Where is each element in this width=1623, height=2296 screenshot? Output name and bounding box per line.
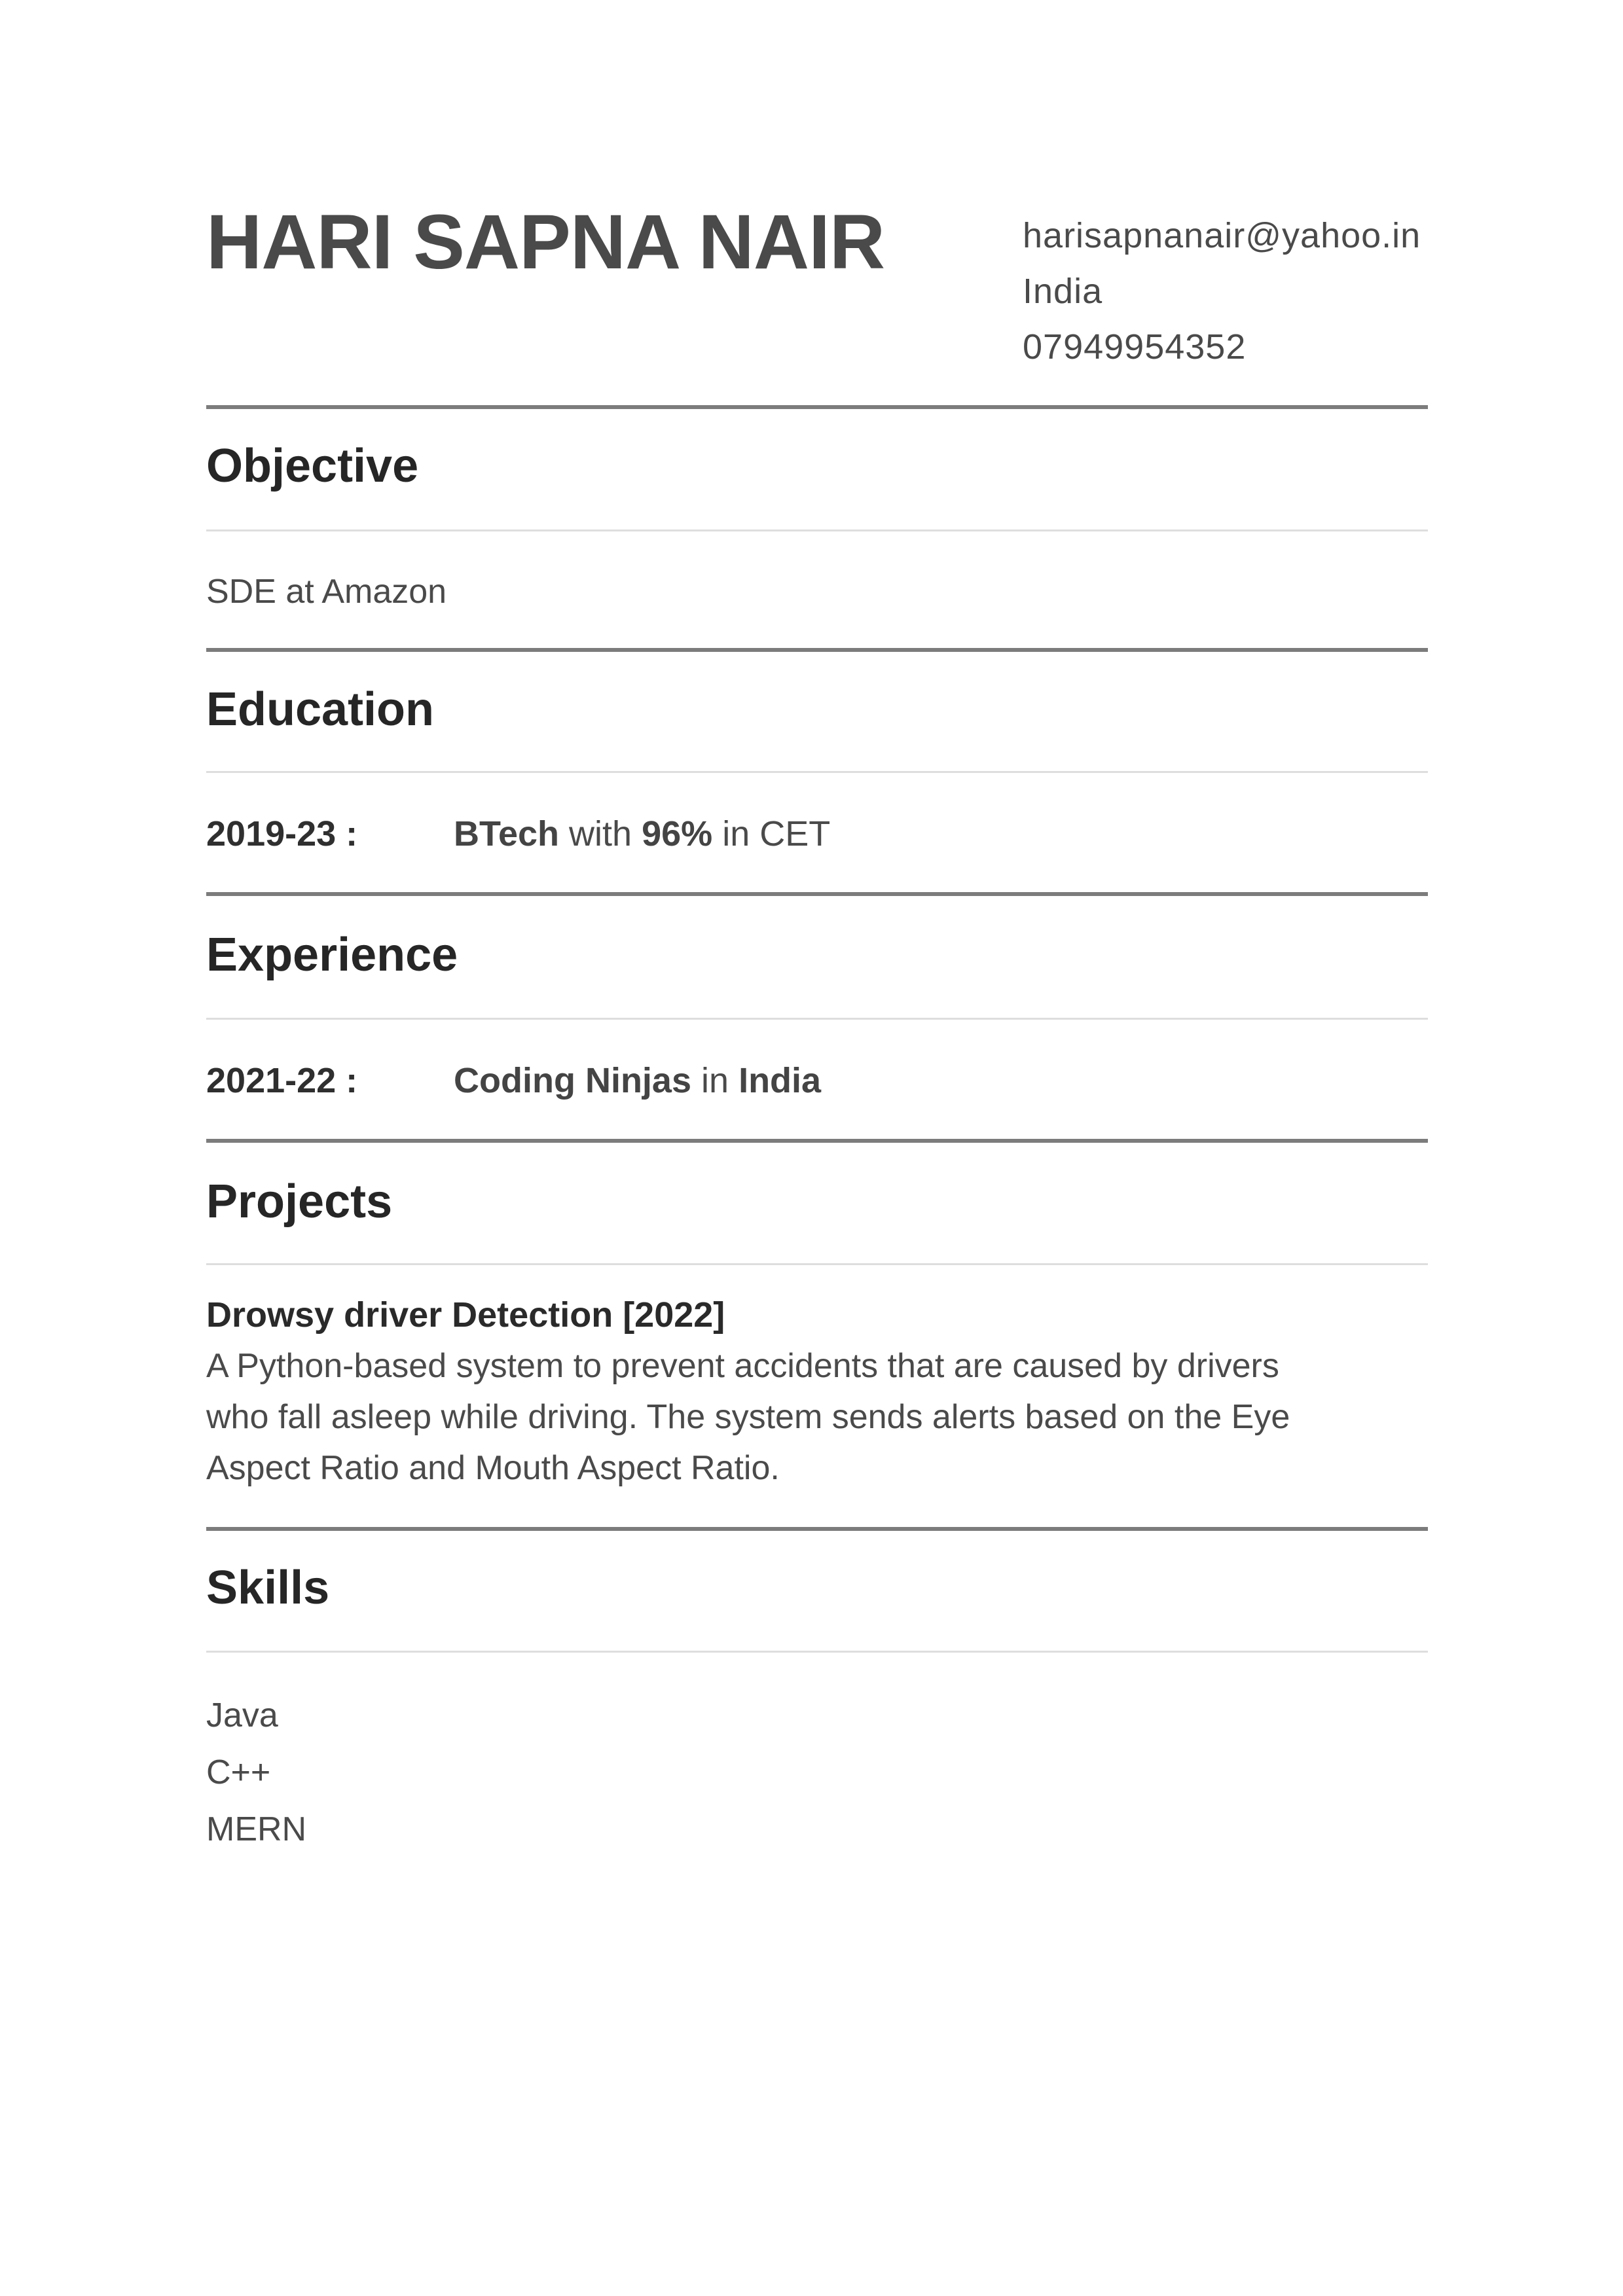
project-description	[206, 1340, 1428, 1494]
section-divider	[206, 405, 1428, 409]
section-title-skills: Skills	[206, 1562, 330, 1614]
experience-date: 2021-22 :	[206, 1061, 358, 1100]
project-title: Drowsy driver Detection [2022]	[206, 1295, 725, 1335]
candidate-name: HARI SAPNA NAIR	[206, 199, 885, 285]
education-date: 2019-23 :	[206, 814, 358, 853]
project-description-line: who fall asleep while driving. The system sends alerts based on the Eye	[206, 1398, 1290, 1436]
skill-item: Java	[206, 1696, 278, 1734]
section-divider	[206, 648, 1428, 652]
education-with: with	[569, 814, 632, 853]
contact-email: harisapnanair@yahoo.in	[1023, 216, 1421, 255]
education-exam: in CET	[722, 814, 831, 853]
section-title-underline	[206, 1018, 1428, 1020]
experience-location: India	[739, 1061, 822, 1100]
section-divider	[206, 1139, 1428, 1143]
section-title-underline	[206, 1263, 1428, 1265]
section-divider	[206, 1527, 1428, 1531]
section-title-education: Education	[206, 683, 435, 736]
section-divider	[206, 892, 1428, 896]
contact-block	[1023, 208, 1421, 375]
project-description-line: A Python-based system to prevent accidents that are caused by drivers	[206, 1347, 1279, 1385]
section-title-experience: Experience	[206, 929, 458, 981]
education-degree: BTech	[454, 814, 560, 853]
section-title-underline	[206, 529, 1428, 531]
education-score: 96%	[642, 814, 713, 853]
contact-phone: 07949954352	[1023, 327, 1247, 367]
section-title-projects: Projects	[206, 1175, 393, 1228]
objective-text: SDE at Amazon	[206, 573, 447, 611]
education-detail	[454, 816, 830, 852]
skill-item: MERN	[206, 1810, 307, 1848]
experience-detail	[454, 1063, 821, 1098]
contact-country: India	[1023, 272, 1103, 311]
project-description-line: Aspect Ratio and Mouth Aspect Ratio.	[206, 1449, 780, 1487]
section-title-underline	[206, 1651, 1428, 1653]
experience-in: in	[701, 1061, 729, 1100]
skills-list	[206, 1687, 306, 1858]
section-title-objective: Objective	[206, 440, 419, 492]
skill-item: C++	[206, 1753, 271, 1791]
section-title-underline	[206, 771, 1428, 773]
experience-company: Coding Ninjas	[454, 1061, 691, 1100]
